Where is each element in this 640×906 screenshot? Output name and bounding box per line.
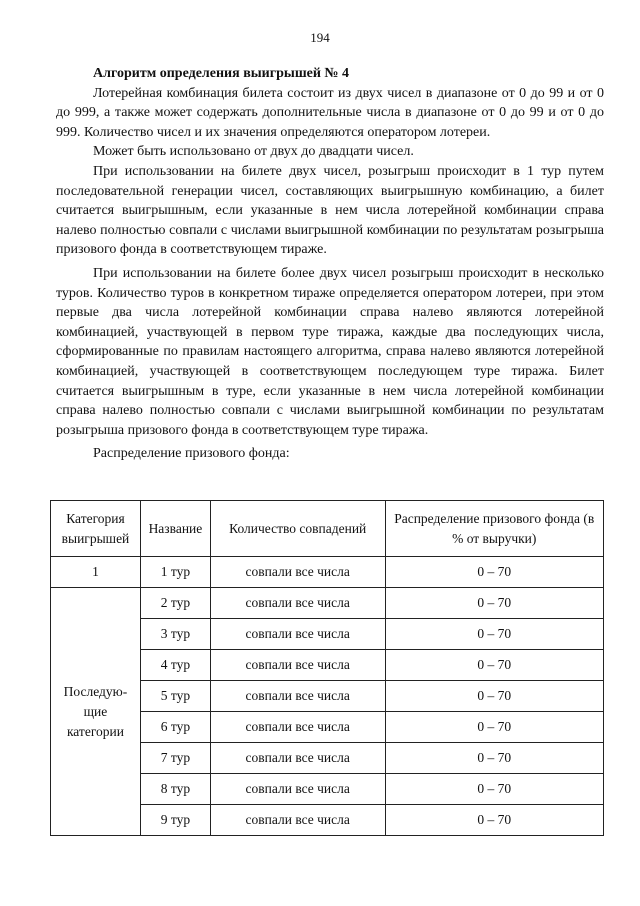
- cell-share: 0 – 70: [385, 805, 604, 836]
- cell-share: 0 – 70: [385, 557, 604, 588]
- cell-share: 0 – 70: [385, 712, 604, 743]
- table-body: [51, 557, 604, 836]
- cell-name: 6 тур: [140, 712, 210, 743]
- cell-category: 1: [51, 557, 141, 588]
- header-category: Категория выигрышей: [51, 501, 141, 557]
- page-number: 194: [310, 30, 330, 45]
- paragraph-distribution-intro: Распределение призового фонда:: [93, 446, 290, 462]
- cell-matches: совпали все числа: [210, 712, 385, 743]
- cell-matches: совпали все числа: [210, 774, 385, 805]
- body-text: [56, 64, 604, 464]
- cell-share: 0 – 70: [385, 774, 604, 805]
- header-distribution: Распределение призового фонда (в % от выручки): [385, 501, 604, 557]
- header-matches: Количество совпадений: [210, 501, 385, 557]
- cell-matches: совпали все числа: [210, 743, 385, 774]
- cell-matches: совпали все числа: [210, 805, 385, 836]
- cell-name: 7 тур: [140, 743, 210, 774]
- section-heading: Алгоритм определения выигрышей № 4: [93, 66, 349, 81]
- cell-name: 5 тур: [140, 681, 210, 712]
- cell-matches: совпали все числа: [210, 557, 385, 588]
- cell-matches: совпали все числа: [210, 650, 385, 681]
- cell-share: 0 – 70: [385, 588, 604, 619]
- table-header-row: [51, 501, 604, 557]
- table-row: [51, 588, 604, 619]
- cell-name: 3 тур: [140, 619, 210, 650]
- cell-share: 0 – 70: [385, 681, 604, 712]
- cell-name: 9 тур: [140, 805, 210, 836]
- cell-matches: совпали все числа: [210, 681, 385, 712]
- prize-distribution-table: [50, 500, 604, 836]
- cell-share: 0 – 70: [385, 619, 604, 650]
- cell-category-group: Последую-щие категории: [51, 588, 141, 836]
- cell-name: 8 тур: [140, 774, 210, 805]
- paragraph-two-numbers: При использовании на билете двух чисел, розыгрыш происходит в 1 тур путем последовательной генерации чисел, составляющих выигрышную комбинацию, а билет считается выигрышным, если указанные в нем числа лотерейной комбинации справа налево полностью совпали с числами выигрышной комбинации по результатам розыгрыша призового фонда в соответствующем тираже.: [56, 163, 604, 258]
- cell-matches: совпали все числа: [210, 588, 385, 619]
- cell-name: 1 тур: [140, 557, 210, 588]
- cell-matches: совпали все числа: [210, 619, 385, 650]
- cell-share: 0 – 70: [385, 650, 604, 681]
- cell-share: 0 – 70: [385, 743, 604, 774]
- paragraph-number-count: Может быть использовано от двух до двадцати чисел.: [93, 144, 414, 160]
- paragraph-multiple-rounds: При использовании на билете более двух чисел розыгрыш происходит в несколько туров. Количество туров в конкретном тираже определяется оператором лотереи, при этом первые два числа лотерейной комбинации справа налево являются лотерейной комбинацией, участвующей в первом туре тиража, каждые два последующих числа, сформированные по правилам настоящего алгоритма, справа налево являются лотерейной комбинацией, участвующей в соответствующем последующем туре тиража. Билет считается выигрышным в туре, если указанные в нем числа лотерейной комбинации справа налево полностью совпали с числами выигрышной комбинации по результатам розыгрыша призового фонда в соответствующем туре тиража.: [56, 265, 604, 438]
- cell-name: 4 тур: [140, 650, 210, 681]
- cell-name: 2 тур: [140, 588, 210, 619]
- header-name: Название: [140, 501, 210, 557]
- paragraph-combination: Лотерейная комбинация билета состоит из двух чисел в диапазоне от 0 до 99 и от 0 до 999, а также может содержать дополнительные числа в диапазоне от 0 до 99 и от 0 до 999. Количество чисел и их значения определяются оператором лотереи.: [56, 85, 604, 140]
- table-row: [51, 557, 604, 588]
